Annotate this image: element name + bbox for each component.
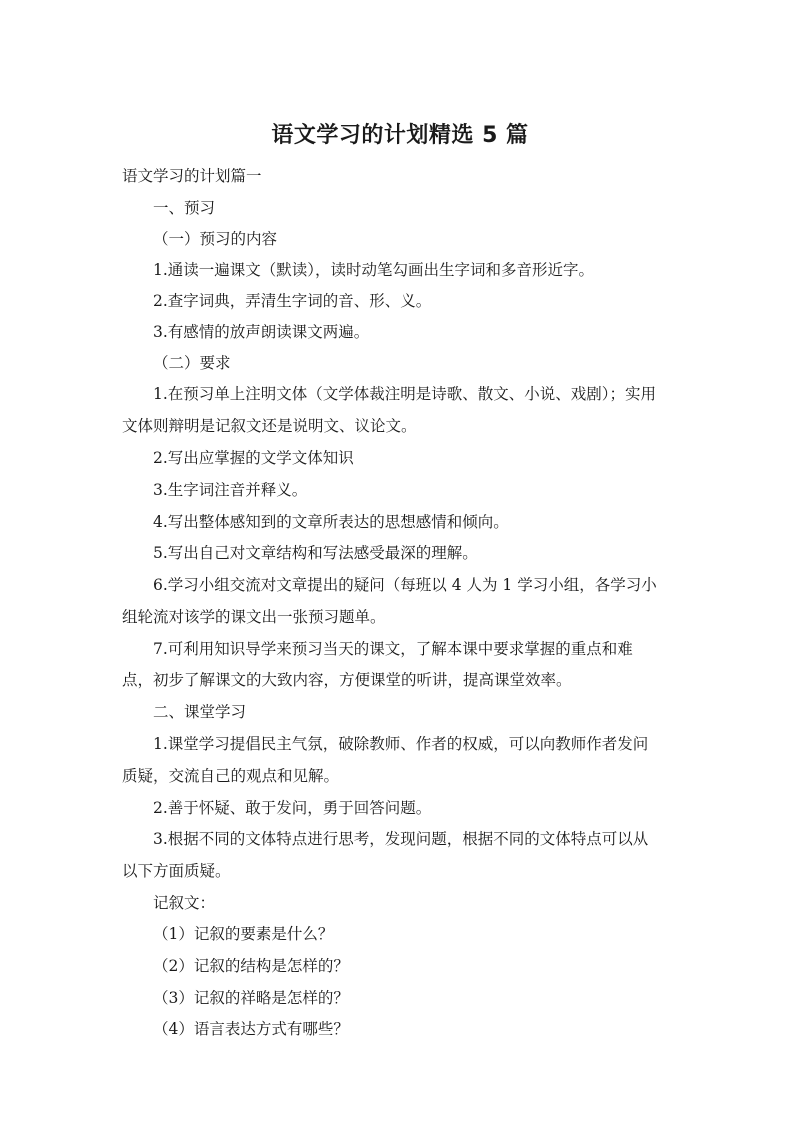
paragraph: 3.有感情的放声朗读课文两遍。 [153, 323, 370, 341]
subheading-narrative: 记叙文： [153, 894, 216, 912]
paragraph-line: 1.课堂学习提倡民主气氛，破除教师、作者的权威，可以向教师作者发问 [153, 735, 649, 753]
paragraph-line: 点，初步了解课文的大致内容，方便课堂的听讲，提高课堂效率。 [122, 671, 572, 689]
heading-preview: 一、预习 [153, 199, 216, 217]
heading-classroom-learning: 二、课堂学习 [153, 703, 247, 721]
paragraph-line: 6.学习小组交流对文章提出的疑问（每班以 4 人为 1 学习小组，各学习小 [153, 576, 657, 594]
paragraph-line: 7.可利用知识导学来预习当天的课文，了解本课中要求掌握的重点和难 [153, 640, 633, 658]
subheading-requirements: （二）要求 [153, 354, 231, 372]
subheading-preview-content: （一）预习的内容 [153, 230, 278, 248]
section-heading: 语文学习的计划篇一 [122, 167, 262, 185]
list-item: （1）记叙的要素是什么？ [153, 925, 334, 943]
paragraph-line: 1.在预习单上注明文体（文学体裁注明是诗歌、散文、小说、戏剧）；实用 [153, 385, 657, 403]
paragraph-line: 质疑，交流自己的观点和见解。 [122, 767, 340, 785]
paragraph-line: 文体则辩明是记叙文还是说明文、议论文。 [122, 417, 417, 435]
list-item: （2）记叙的结构是怎样的？ [153, 957, 349, 975]
document-title: 语文学习的计划精选 5 篇 [271, 123, 529, 148]
paragraph-line: 组轮流对该学的课文出一张预习题单。 [122, 608, 386, 626]
paragraph-line: 3.根据不同的文体特点进行思考，发现问题，根据不同的文体特点可以从 [153, 830, 649, 848]
paragraph-line: 以下方面质疑。 [122, 862, 231, 880]
paragraph: 3.生字词注音并释义。 [153, 481, 308, 499]
paragraph: 5.写出自己对文章结构和写法感受最深的理解。 [153, 544, 478, 562]
paragraph: 2.查字词典，弄清生字词的音、形、义。 [153, 292, 432, 310]
list-item: （3）记叙的祥略是怎样的？ [153, 989, 349, 1007]
list-item: （4）语言表达方式有哪些？ [153, 1020, 349, 1038]
paragraph: 2.写出应掌握的文学文体知识 [153, 449, 354, 467]
paragraph: 4.写出整体感知到的文章所表达的思想感情和倾向。 [153, 513, 509, 531]
paragraph: 1.通读一遍课文（默读），读时动笔勾画出生字词和多音形近字。 [153, 261, 595, 279]
paragraph: 2.善于怀疑、敢于发问，勇于回答问题。 [153, 799, 432, 817]
